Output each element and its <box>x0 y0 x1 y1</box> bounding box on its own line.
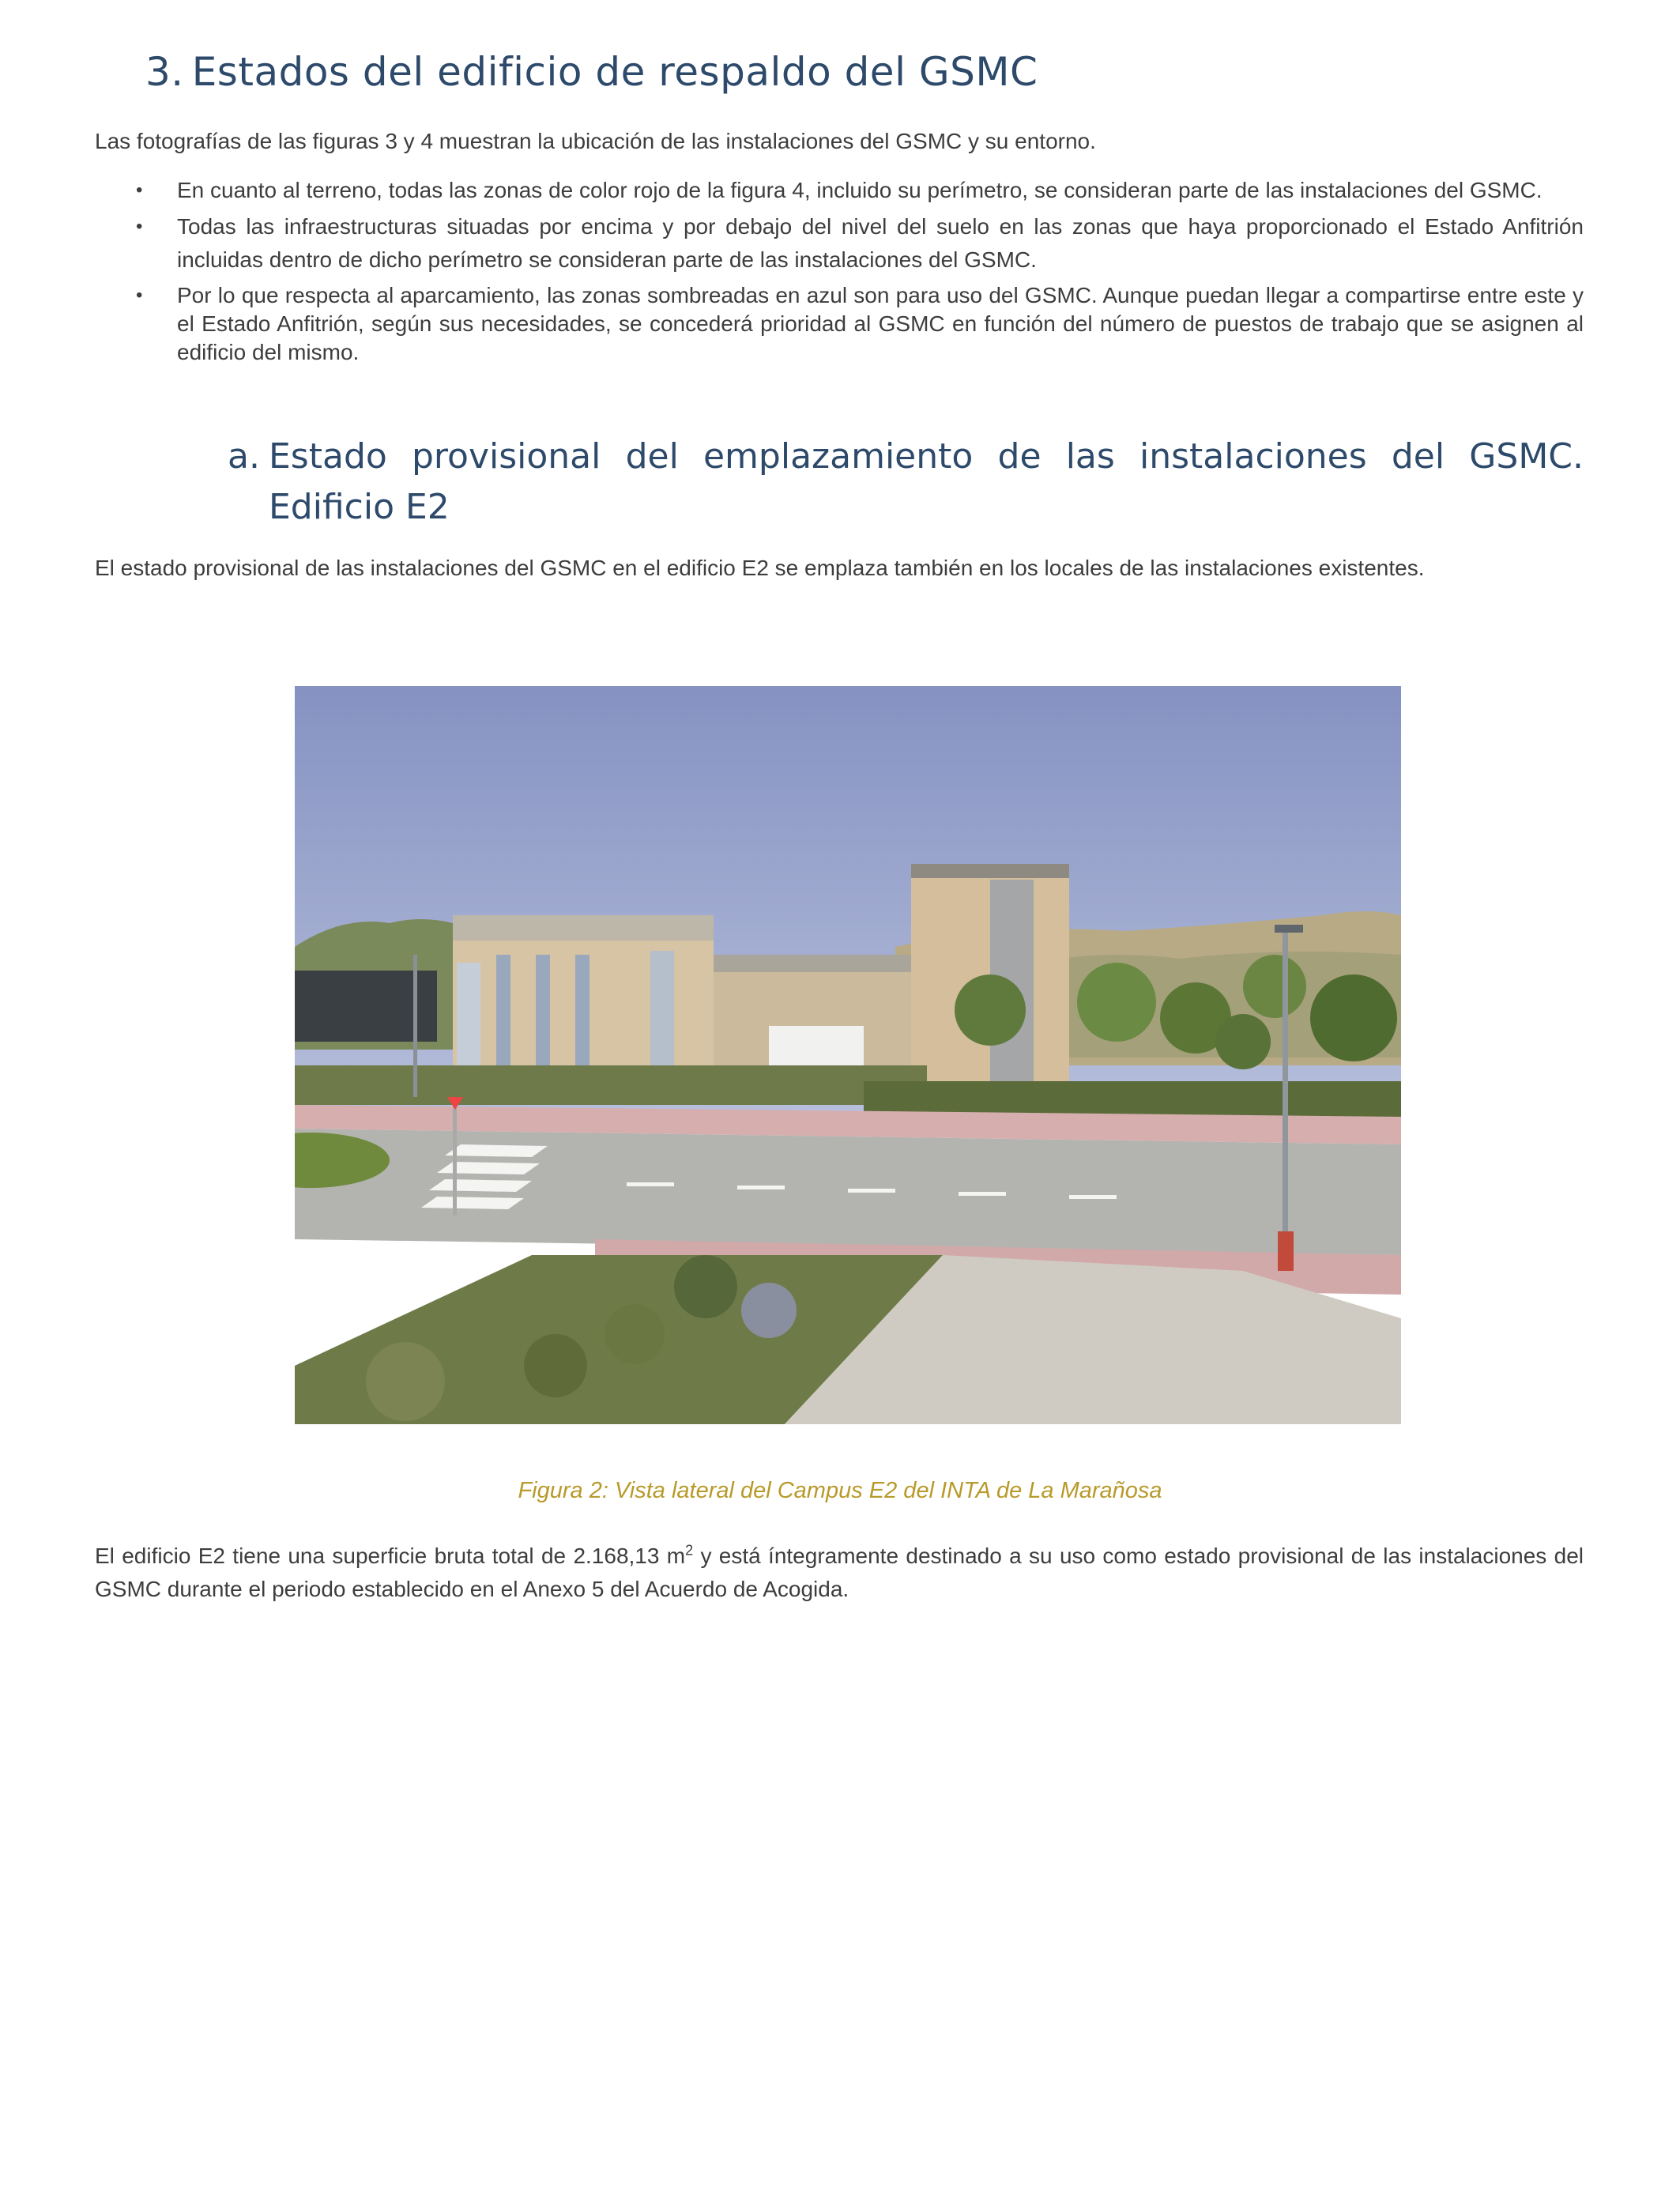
subsection-heading <box>228 432 1584 533</box>
figure-caption: Figura 2: Vista lateral del Campus E2 del INTA de La Marañosa <box>518 1478 1162 1503</box>
bullet-text: En cuanto al terreno, todas las zonas de color rojo de la figura 4, incluido su perímetro, se consideran parte de las instalaciones del GSMC. <box>177 178 1543 202</box>
subsection-title: Estado provisional del emplazamiento de las instalaciones del GSMC. Edificio E2 <box>269 436 1584 527</box>
intro-paragraph: Las fotografías de las figuras 3 y 4 muestran la ubicación de las instalaciones del GSMC y su entorno. <box>95 129 1096 153</box>
list-item <box>95 210 1584 277</box>
closing-text-2: y está íntegramente destinado a su uso como estado provisional de las instalaciones del GSMC durante el periodo establecido en el Anexo 5 del Acuerdo de Acogida. <box>95 1544 1584 1601</box>
section-title: Estados del edificio de respaldo del GSMC <box>191 49 1038 95</box>
campus-photo <box>295 686 1401 1424</box>
superscript-2: 2 <box>685 1542 694 1559</box>
section-number: 3. <box>145 49 184 95</box>
bullet-text: Todas las infraestructuras situadas por encima y por debajo del nivel del suelo en las zonas que haya proporcionado el Estado Anfitrión incluidas dentro de dicho perímetro se consideran parte de las instalaciones del GSMC. <box>177 214 1584 272</box>
subsection-letter: a. <box>228 436 260 477</box>
bullet-icon: • <box>136 216 143 237</box>
campus-photo-illustration <box>295 686 1401 1424</box>
tree <box>955 974 1026 1046</box>
e2-paragraph: El estado provisional de las instalaciones del GSMC en el edificio E2 se emplaza también en los locales de las instalaciones existentes. <box>95 556 1425 580</box>
list-item <box>95 281 1584 367</box>
lamp-post <box>1283 931 1288 1271</box>
bullet-icon: • <box>136 179 143 201</box>
hedge <box>295 1065 927 1105</box>
bullet-icon: • <box>136 285 143 306</box>
section-heading <box>145 44 1568 100</box>
list-item <box>95 174 1584 207</box>
closing-text-1: El edificio E2 tiene una superficie bruta total de 2.168,13 m <box>95 1544 686 1568</box>
closing-paragraph <box>95 1540 1584 1606</box>
bullet-list <box>95 174 1584 367</box>
bullet-text: Por lo que respecta al aparcamiento, las zonas sombreadas en azul son para uso del GSMC. Aunque puedan llegar a compartirse entre este y el Estado Anfitrión, según sus necesidades, se concederá prioridad al GSMC en función del número de puestos de trabajo que se asignen al edificio del mismo. <box>177 283 1584 364</box>
